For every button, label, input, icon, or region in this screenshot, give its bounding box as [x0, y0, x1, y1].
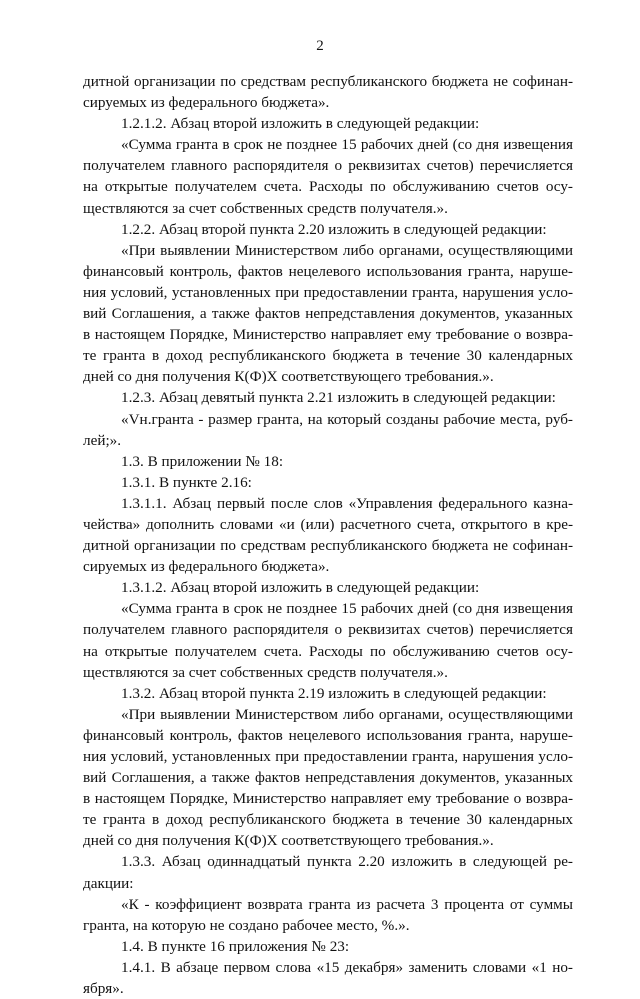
text-line: дитной организации по средствам республиканского бюджета не софинан- — [83, 73, 573, 90]
text-line: «К - коэффициент возврата гранта из расчета 3 процента от суммы — [121, 895, 573, 913]
text-line: 1.3.1.2. Абзац второй изложить в следующей редакции: — [121, 579, 480, 597]
text-line: ния условий, установленных при предоставлении гранта, нарушения усло- — [83, 748, 573, 765]
text-line: в настоящем Порядке, Министерство направляет ему требование о возвра- — [83, 790, 573, 808]
text-line: 1.2.3. Абзац девятый пункта 2.21 изложить в следующей редакции: — [121, 389, 556, 407]
text-line: на открытые получателем счета. Расходы по обслуживанию счетов осу- — [83, 178, 573, 196]
text-line: ября». — [83, 980, 124, 998]
text-line: сируемых из федерального бюджета». — [83, 558, 330, 576]
text-line: дитной организации по средствам республиканского бюджета не софинан- — [83, 537, 573, 555]
text-line: чейства» дополнить словами «и (или) расчетного счета, открытого в кре- — [83, 515, 573, 533]
text-line: «При выявлении Министерством либо органами, осуществляющими — [121, 241, 573, 259]
text-line: финансовый контроль, фактов нецелевого использования гранта, наруше- — [83, 262, 573, 280]
text-line: «При выявлении Министерством либо органами, осуществляющими — [121, 705, 573, 723]
text-line: на открытые получателем счета. Расходы по обслуживанию счетов осу- — [83, 642, 573, 660]
text-line: 1.3.2. Абзац второй пункта 2.19 изложить в следующей редакции: — [121, 684, 547, 702]
text-line: дакции: — [83, 874, 134, 892]
text-line: 1.2.1.2. Абзац второй изложить в следующей редакции: — [121, 115, 480, 133]
document-body — [83, 71, 573, 999]
text-line: ществляются за счет собственных средств получателя.». — [83, 199, 448, 217]
text-line: «Vн.гранта - размер гранта, на который созданы рабочие места, руб- — [121, 410, 573, 428]
text-line: получателем главного распорядителя о реквизитах счетов) перечисляется — [83, 157, 573, 175]
text-line: вий Соглашения, а также фактов непредставления документов, указанных — [83, 305, 573, 323]
page-number: 2 — [316, 38, 324, 54]
text-line: 1.3.3. Абзац одиннадцатый пункта 2.20 изложить в следующей ре- — [121, 853, 573, 871]
text-line: «Сумма гранта в срок не позднее 15 рабочих дней (со дня извещения — [121, 600, 573, 618]
text-line: 1.3.1.1. Абзац первый после слов «Управления федерального казна- — [121, 494, 573, 512]
text-line: 1.3.1. В пункте 2.16: — [121, 473, 252, 491]
text-line: те гранта в доход республиканского бюджета в течение 30 календарных — [83, 811, 573, 829]
text-line: дней со дня получения К(Ф)Х соответствующего требования.». — [83, 832, 494, 850]
text-line: 1.4. В пункте 16 приложения № 23: — [121, 937, 350, 955]
text-line: финансовый контроль, фактов нецелевого использования гранта, наруше- — [83, 726, 573, 744]
text-line: те гранта в доход республиканского бюджета в течение 30 календарных — [83, 347, 573, 365]
text-line: получателем главного распорядителя о реквизитах счетов) перечисляется — [83, 621, 573, 639]
text-line: гранта, на которую не создано рабочее место, %.». — [83, 916, 410, 934]
text-line: сируемых из федерального бюджета». — [83, 94, 330, 112]
text-line: вий Соглашения, а также фактов непредставления документов, указанных — [83, 769, 573, 787]
text-line: 1.4.1. В абзаце первом слова «15 декабря» заменить словами «1 но- — [121, 958, 573, 976]
text-line: 1.3. В приложении № 18: — [121, 452, 284, 470]
text-line: 1.2.2. Абзац второй пункта 2.20 изложить в следующей редакции: — [121, 220, 547, 238]
text-line: «Сумма гранта в срок не позднее 15 рабочих дней (со дня извещения — [121, 136, 573, 154]
text-line: дней со дня получения К(Ф)Х соответствующего требования.». — [83, 368, 494, 386]
text-line: лей;». — [83, 431, 122, 449]
text-line: ществляются за счет собственных средств получателя.». — [83, 663, 448, 681]
text-line: в настоящем Порядке, Министерство направляет ему требование о возвра- — [83, 326, 573, 344]
text-line: ния условий, установленных при предоставлении гранта, нарушения усло- — [83, 283, 573, 301]
